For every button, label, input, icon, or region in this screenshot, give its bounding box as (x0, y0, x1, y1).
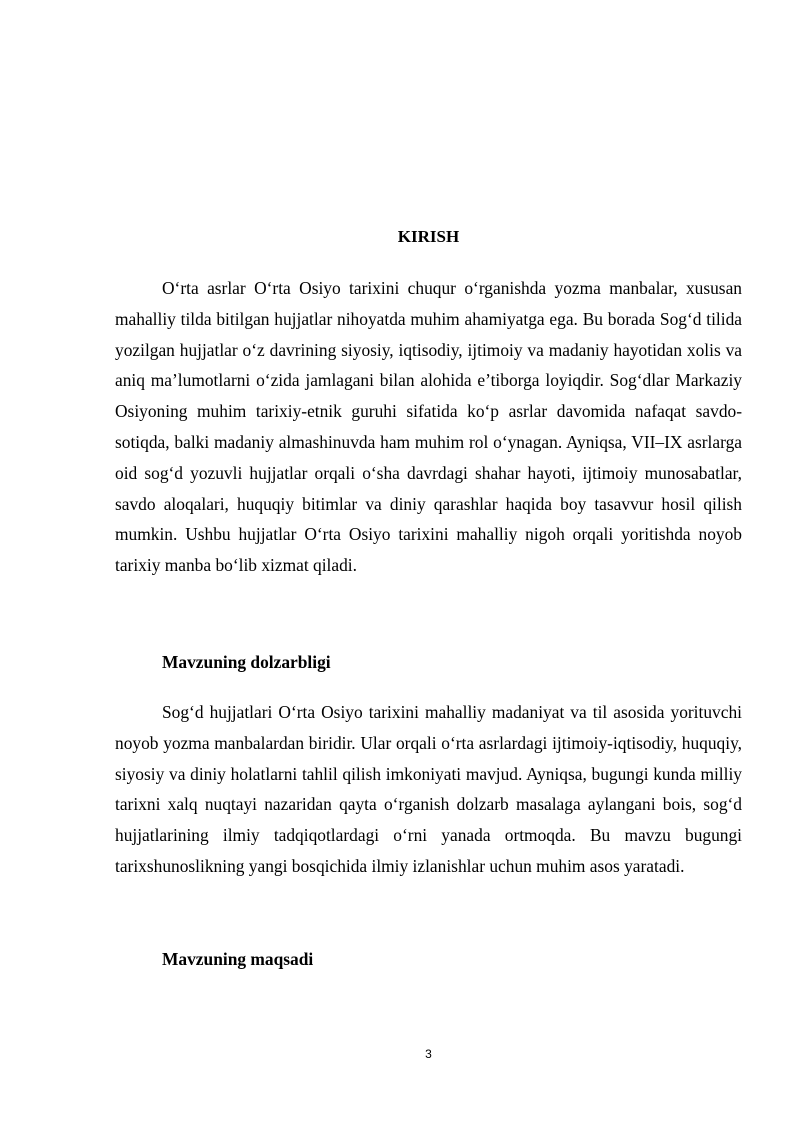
page-number: 3 (425, 1047, 432, 1061)
section-heading-goal: Mavzuning maqsadi (162, 949, 314, 969)
section-heading-relevance: Mavzuning dolzarbligi (162, 652, 331, 672)
relevance-paragraph: Sog‘d hujjatlari O‘rta Osiyo tarixini mahalliy madaniyat va til asosida yorituvchi noyob yozma manbalardan biridir. Ular orqali o‘rta asrlardagi ijtimoiy-iqtisodiy, huquqiy, siyosiy va diniy holatlarni tahlil qilish imkoniyati mavjud. Ayniqsa, bugungi kunda milliy tarixni xalq nuqtayi nazaridan qayta o‘rganish dolzarb masalaga aylangani bois, sog‘d hujjatlarining ilmiy tadqiqotlardagi o‘rni yanada ortmoqda. Bu mavzu bugungi tarixshunoslikning yangi bosqichida ilmiy izlanishlar uchun muhim asos yaratadi. (115, 702, 742, 876)
intro-paragraph: O‘rta asrlar O‘rta Osiyo tarixini chuqur o‘rganishda yozma manbalar, xususan mahalliy tilda bitilgan hujjatlar nihoyatda muhim ahamiyatga ega. Bu borada Sog‘d tilida yozilgan hujjatlar o‘z davrining siyosiy, iqtisodiy, ijtimoiy va madaniy hayotidan xolis va aniq ma’lumotlarni o‘zida jamlagani bilan alohida e’tiborga loyiqdir. Sog‘dlar Markaziy Osiyoning muhim tarixiy-etnik guruhi sifatida ko‘p asrlar davomida nafaqat savdo-sotiqda, balki madaniy almashinuvda ham muhim rol o‘ynagan. Ayniqsa, VII–IX asrlarga oid sog‘d yozuvli hujjatlar orqali o‘sha davrdagi shahar hayoti, ijtimoiy munosabatlar, savdo aloqalari, huquqiy bitimlar va diniy qarashlar haqida boy tasavvur hosil qilish mumkin. Ushbu hujjatlar O‘rta Osiyo tarixini mahalliy nigoh orqali yoritishda noyob tarixiy manba bo‘lib xizmat qiladi. (115, 278, 742, 576)
page-title: KIRISH (397, 227, 460, 246)
